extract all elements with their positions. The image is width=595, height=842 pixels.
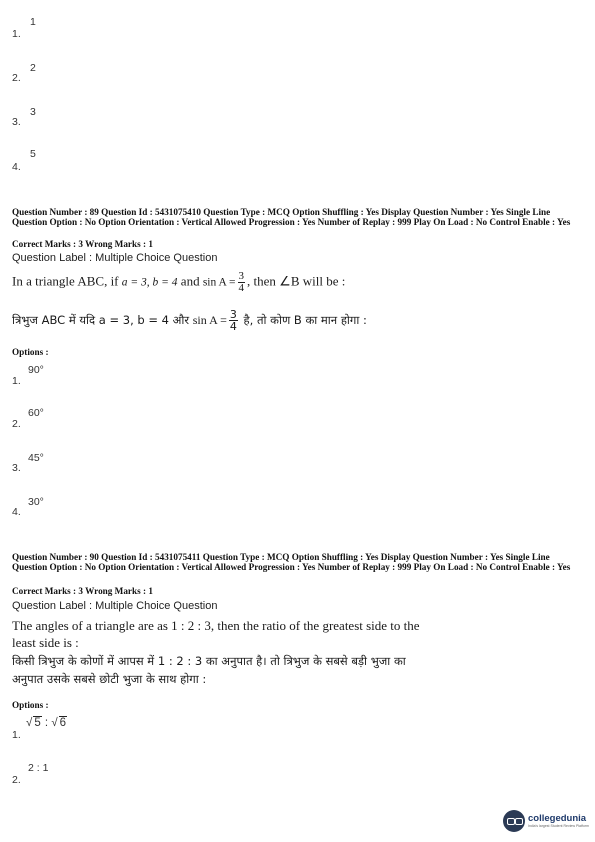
q89-hi-suffix: है, तो कोण B का मान होगा : [243, 313, 367, 327]
q89-option-3-number: 3. [12, 462, 21, 474]
q89-marks: Correct Marks : 3 Wrong Marks : 1 [12, 239, 153, 249]
collegedunia-logo [503, 810, 589, 832]
q89-question-english [12, 271, 345, 294]
q89-option-1-number: 1. [12, 375, 21, 387]
q89-option-2-number: 2. [12, 418, 21, 430]
q90-option-1-number: 1. [12, 729, 21, 741]
q89-option-2-value[interactable]: 60° [28, 407, 44, 419]
prev-option-3-number: 3. [12, 116, 21, 128]
q90-question-label: Question Label : Multiple Choice Question [12, 600, 218, 612]
prev-option-2-number: 2. [12, 72, 21, 84]
prev-option-2-value: 2 [30, 62, 36, 74]
q90-question-english-line1: The angles of a triangle are as 1 : 2 : 3, then the ratio of the greatest side to the [12, 618, 420, 633]
graduate-mascot-icon [503, 810, 525, 832]
q89-question-label: Question Label : Multiple Choice Question [12, 252, 218, 264]
q89-hi-prefix: त्रिभुज ABC में यदि a = 3, b = 4 और [12, 313, 190, 327]
q89-en-suffix: , then ∠B will be : [247, 273, 346, 289]
q89-options-header: Options : [12, 347, 49, 357]
q89-option-4-value[interactable]: 30° [28, 496, 44, 508]
prev-option-3-value: 3 [30, 106, 36, 118]
q90-option-1-radicand-a: 5 [34, 717, 41, 729]
q89-en-sin: sin A = [202, 276, 236, 289]
q90-marks: Correct Marks : 3 Wrong Marks : 1 [12, 586, 153, 596]
q89-en-frac-num: 3 [238, 270, 245, 282]
q89-option-4-number: 4. [12, 506, 21, 518]
logo-text-block [528, 814, 589, 828]
logo-tagline: India's largest Student Review Platform [528, 824, 589, 828]
q89-en-frac-den: 4 [238, 282, 245, 294]
q89-option-3-value[interactable]: 45° [28, 452, 44, 464]
q90-question-hindi-line1: किसी त्रिभुज के कोणों में आपस में 1 : 2 : 3 का अनुपात है। तो त्रिभुज के सबसे बड़ी भुजा का [12, 654, 406, 668]
q89-hi-frac-den: 4 [229, 320, 237, 333]
q90-option-2-value[interactable]: 2 : 1 [28, 762, 49, 774]
q90-question-hindi-line2: अनुपात उसके सबसे छोटी भुजा के साथ होगा : [12, 672, 207, 686]
q89-en-and: and [180, 273, 200, 289]
q90-option-1-separator: : [41, 717, 52, 729]
prev-option-1-number: 1. [12, 28, 21, 40]
prev-option-4-value: 5 [30, 148, 36, 160]
q90-question-english-line2: least side is : [12, 635, 79, 650]
q89-metadata: Question Number : 89 Question Id : 5431075410 Question Type : MCQ Option Shuffling : Yes Display Question Number : Yes Single Line Question Option : No Option Orientation : Vertical Allowed Progression : Yes Number of Replay : 999 Play On Load : No Control Enable : Yes [12, 207, 571, 228]
prev-option-4-number: 4. [12, 161, 21, 173]
q90-option-2-number: 2. [12, 774, 21, 786]
q89-en-prefix: In a triangle ABC, if [12, 273, 119, 289]
prev-option-1-value: 1 [30, 16, 36, 28]
q90-metadata: Question Number : 90 Question Id : 5431075411 Question Type : MCQ Option Shuffling : Yes Display Question Number : Yes Single Line Question Option : No Option Orientation : Vertical Allowed Progression : Yes Number of Replay : 999 Play On Load : No Control Enable : Yes [12, 552, 571, 573]
q90-options-header: Options : [12, 700, 49, 710]
q89-option-1-value[interactable]: 90° [28, 364, 44, 376]
q89-en-vars: a = 3, b = 4 [121, 276, 178, 289]
q89-hi-frac-num: 3 [229, 308, 237, 321]
q89-question-hindi [12, 309, 367, 332]
q90-option-1-radicand-b: 6 [59, 717, 67, 729]
logo-name: collegedunia [528, 813, 587, 824]
q89-en-fraction [238, 271, 246, 294]
q90-option-1-value[interactable]: √ 5 : √ 6 [26, 717, 67, 729]
q89-hi-fraction [229, 309, 238, 332]
q89-hi-sin: sin A = [192, 313, 227, 327]
